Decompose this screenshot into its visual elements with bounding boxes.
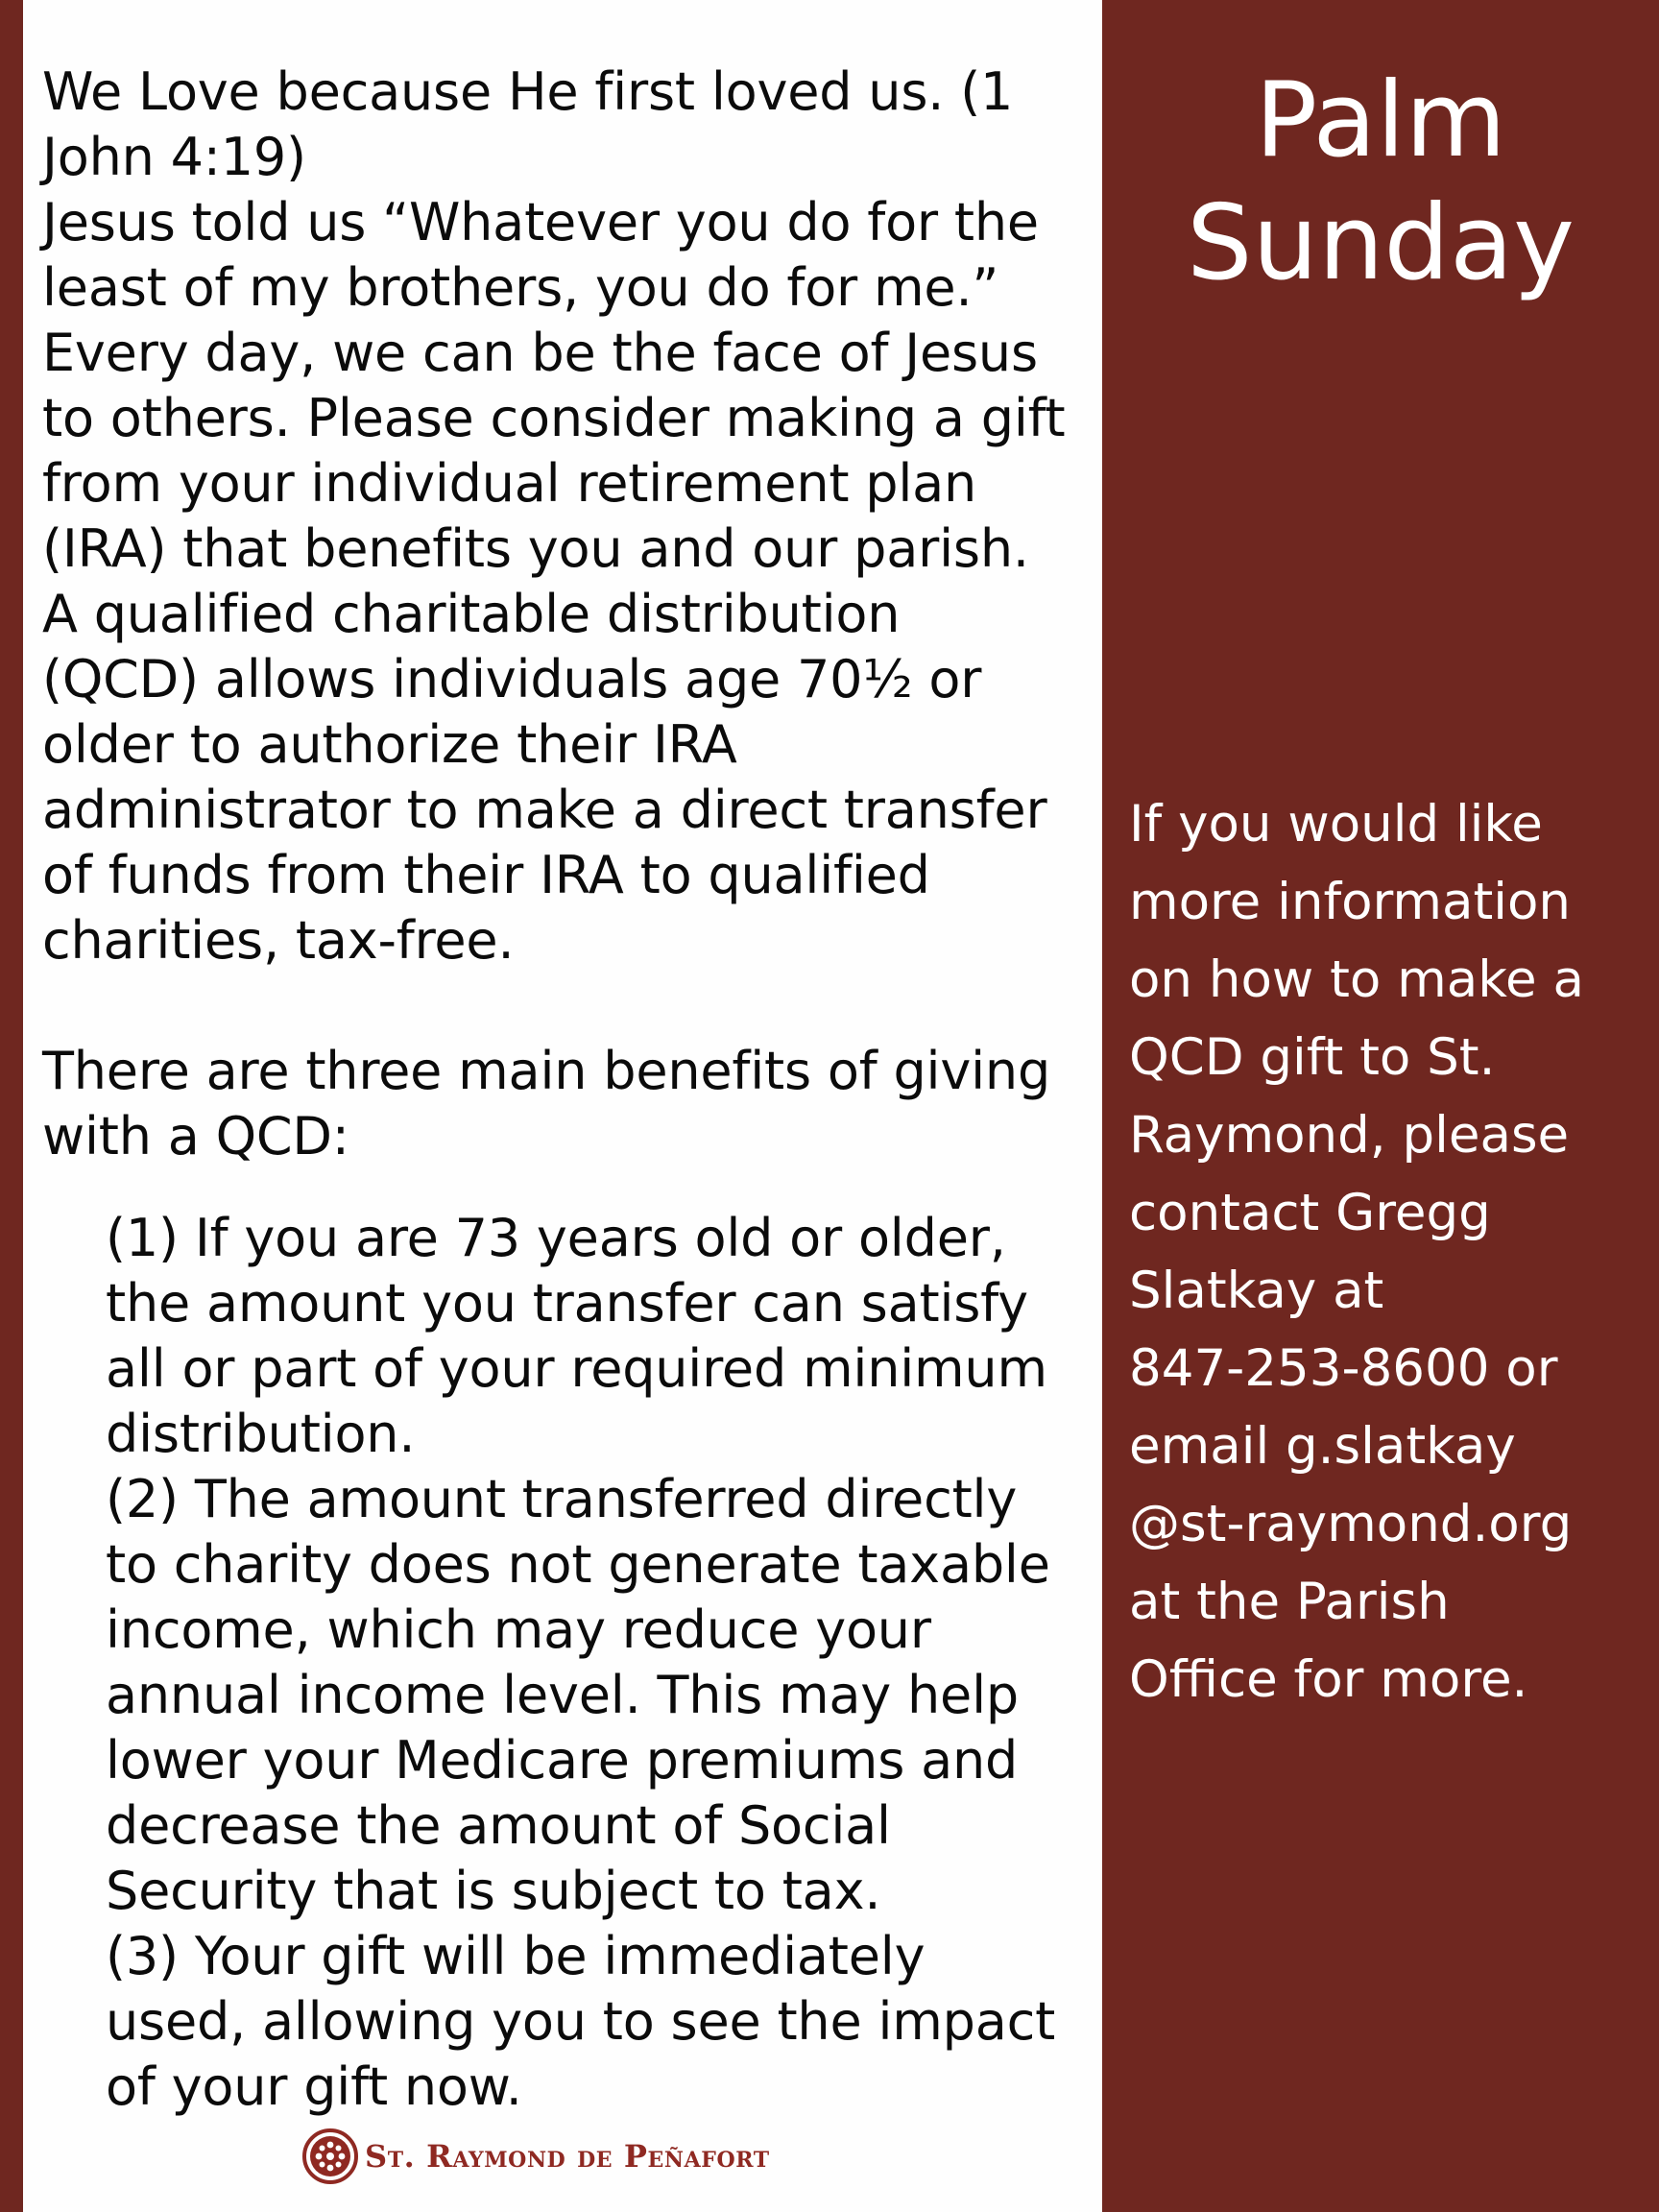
main-text bbox=[42, 60, 1098, 2120]
benefit-item-2: (2) The amount transferred directly to charity does not generate taxable income, which may reduce your annual income level. This may help lower your Medicare premiums and decrease the amount of Social Security that is subject to tax. bbox=[106, 1469, 1050, 1921]
parish-name: St. Raymond de Peñafort bbox=[365, 2138, 770, 2175]
parish-logo bbox=[301, 2128, 770, 2185]
sidebar-title: Palm Sunday bbox=[1186, 60, 1575, 303]
sidebar bbox=[1102, 0, 1659, 2212]
benefits-intro: There are three main benefits of giving with a QCD: bbox=[42, 1041, 1051, 1166]
paragraph-gap bbox=[42, 974, 1098, 1039]
benefit-item-3: (3) Your gift will be immediately used, allowing you to see the impact of your gift now. bbox=[106, 1926, 1056, 2117]
intro-paragraph: We Love because He first loved us. (1 John 4:19) Jesus told us “Whatever you do for the least of my brothers, you do for me.” Every day, we can be the face of Jesus to others. Please consider making a gift from your individual retirement plan (IRA) that benefits you and our parish. A qualified charitable distribution (QCD) allows individuals age 70½ or older to authorize their IRA administrator to make a direct transfer of funds from their IRA to qualified charities, tax-free. bbox=[42, 61, 1066, 971]
contact-info: If you would like more information on how to make a QCD gift to St. Raymond, please contact Gregg Slatkay at 847-253-8600 or email g.slatkay @st-raymond.org at the Parish Office for more. bbox=[1129, 795, 1584, 1709]
left-border bbox=[0, 0, 23, 2212]
benefit-item-1: (1) If you are 73 years old or older, the amount you transfer can satisfy all or part of your required minimum distribution. bbox=[106, 1208, 1047, 1464]
benefits-list bbox=[42, 1206, 1098, 2120]
parish-seal-icon bbox=[301, 2128, 359, 2185]
